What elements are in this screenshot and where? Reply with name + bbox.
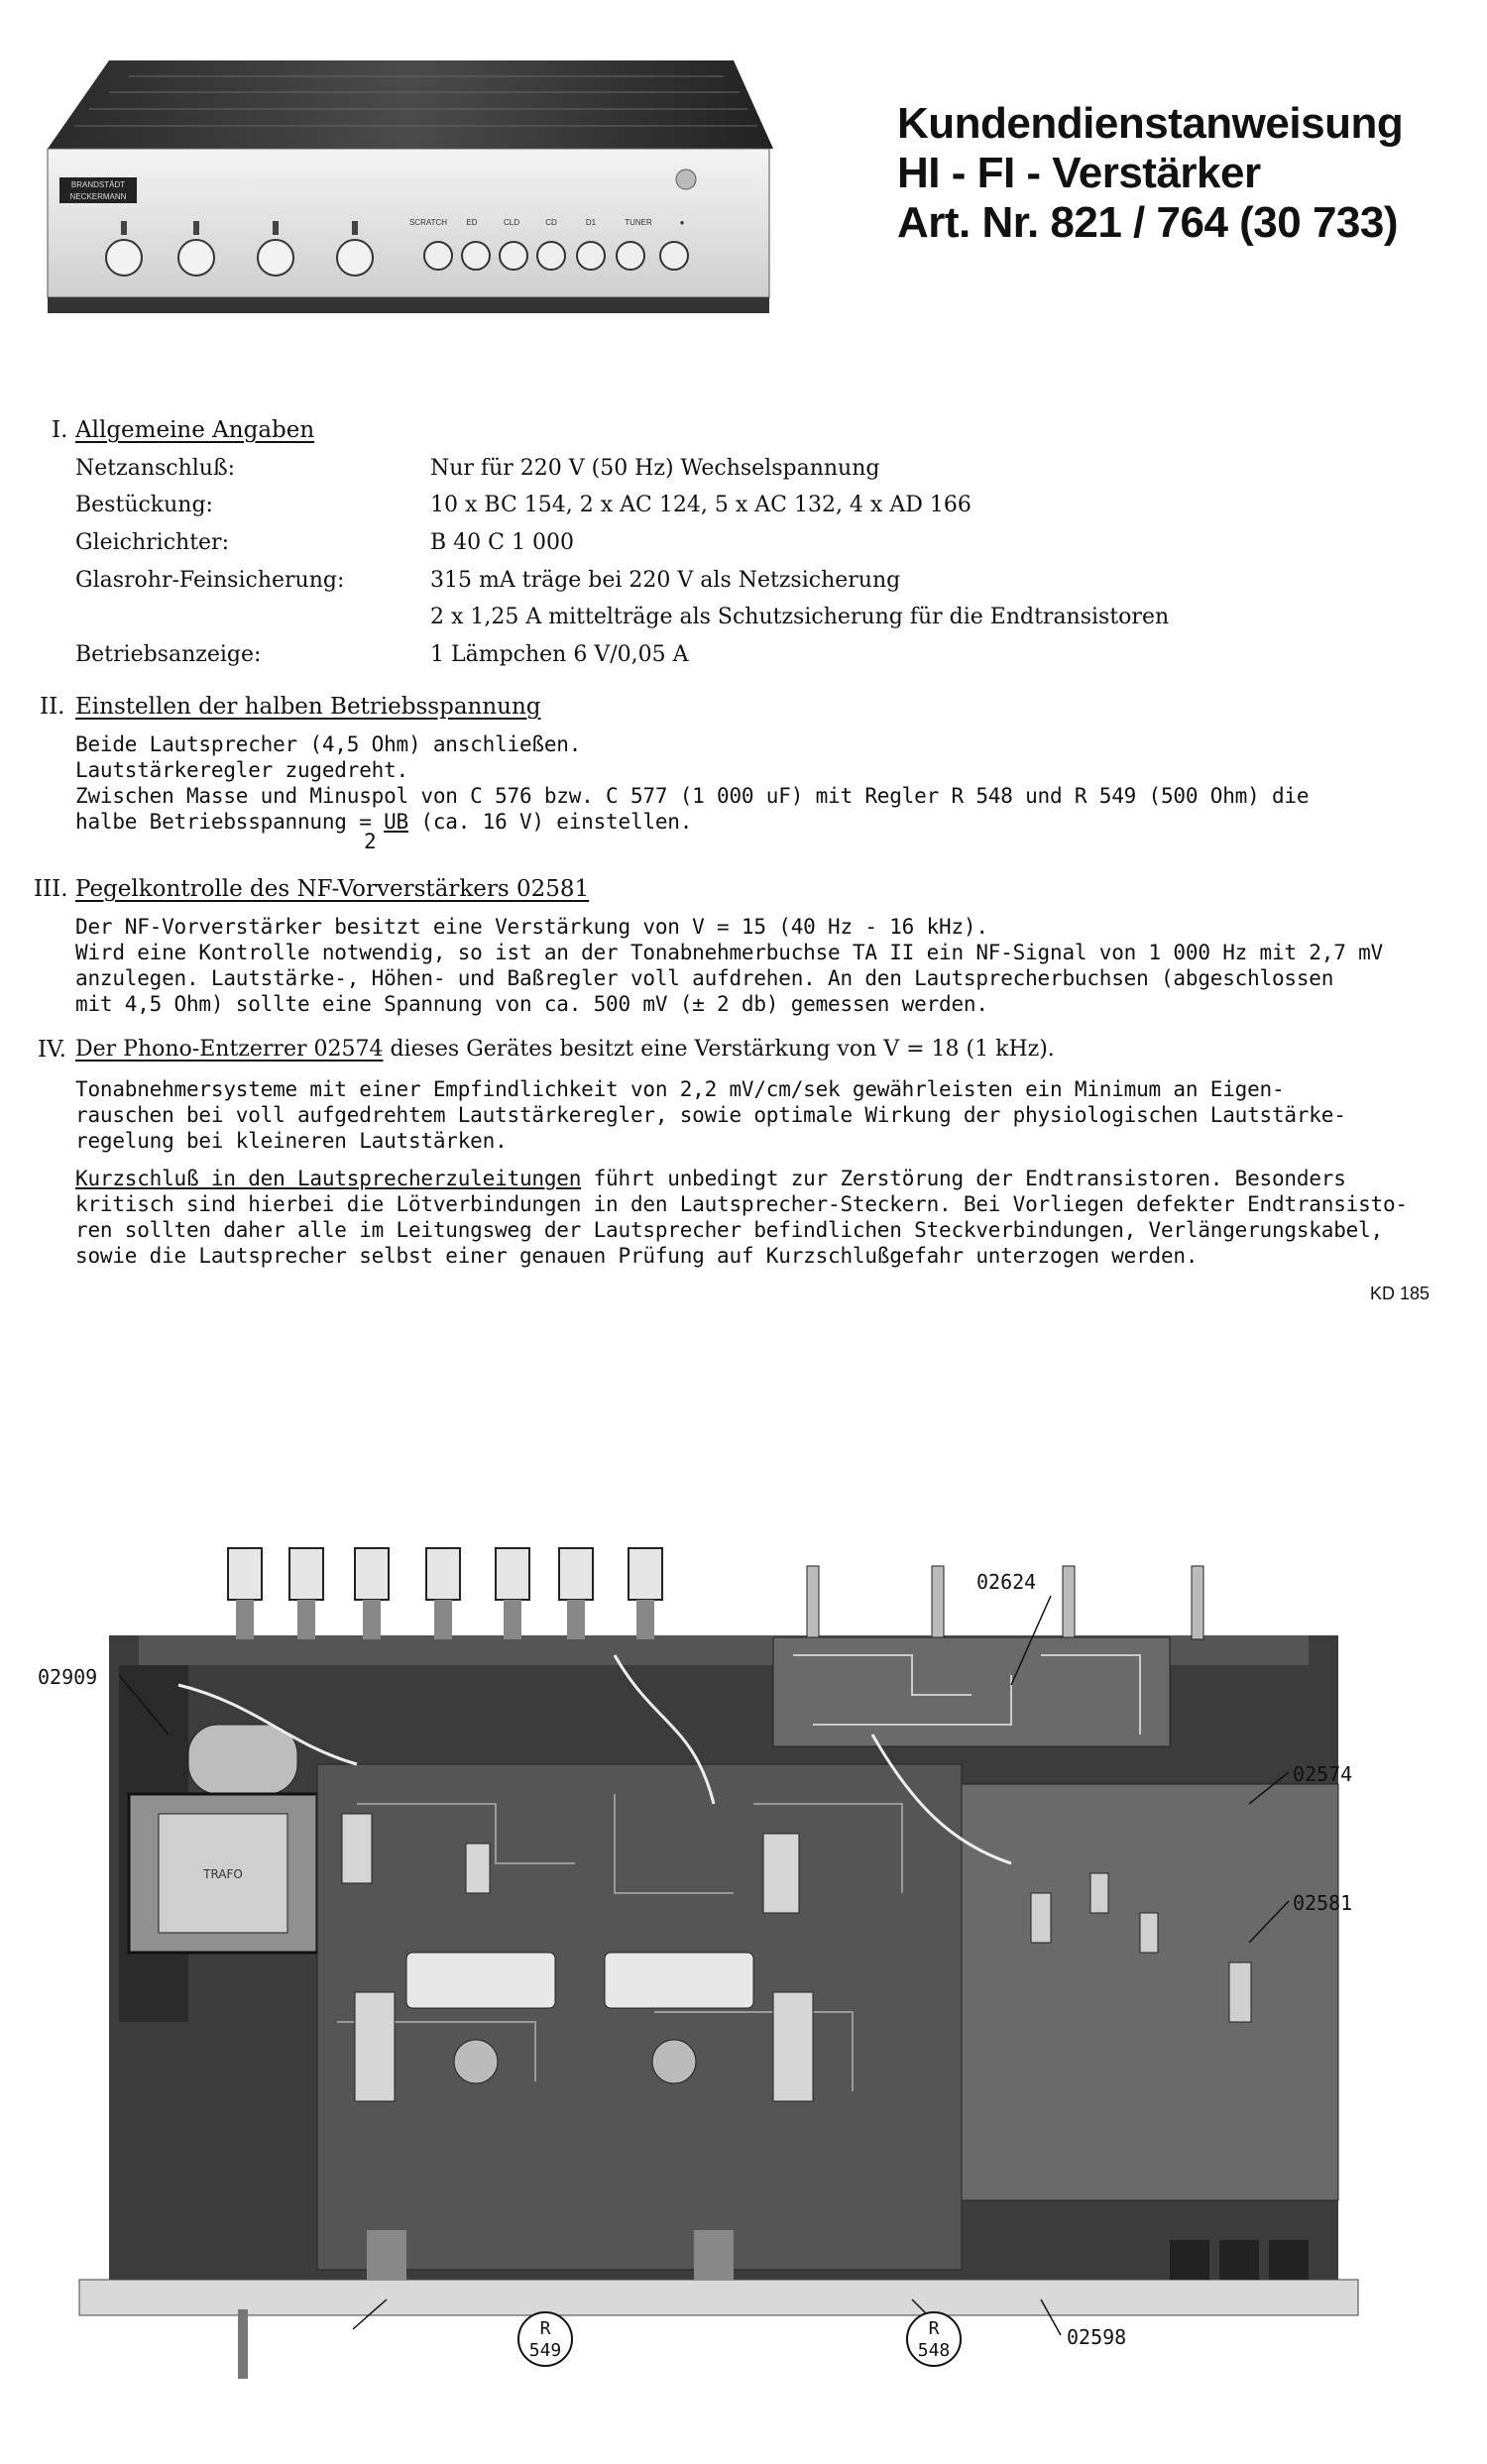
- section-3-number: III.: [34, 876, 68, 902]
- section-2-line-4: [75, 809, 692, 835]
- resistor-r548-callout: [906, 2311, 962, 2367]
- section-4-heading-line: [75, 1037, 1055, 1062]
- section-4-heading-rest: dieses Gerätes besitzt eine Verstärkung von V = 18 (1 kHz).: [383, 1037, 1055, 1062]
- section-2-prefix: halbe Betriebsspannung =: [75, 810, 385, 834]
- formula-numerator: UB: [384, 810, 408, 834]
- callout-02574: 02574: [1293, 1762, 1353, 1786]
- spec-value-gleichrichter: B 40 C 1 000: [430, 530, 574, 555]
- section-4-warning-rest: führt unbedingt zur Zerstörung der Endtransistoren. Besonders: [581, 1167, 1346, 1190]
- chassis-photo: [59, 1546, 1378, 2379]
- brand-bottom-text: NECKERMANN: [69, 192, 127, 201]
- formula-denominator: 2: [364, 830, 377, 853]
- spec-label-betriebsanzeige: Betriebsanzeige:: [75, 642, 262, 667]
- r549-number: 549: [528, 2340, 562, 2361]
- section-2-line-2: Lautstärkeregler zugedreht.: [75, 758, 408, 782]
- section-4-para1-line-1: Tonabnehmersysteme mit einer Empfindlichkeit von 2,2 mV/cm/sek gewährleisten ein Minimum an Eigen-: [75, 1077, 1285, 1101]
- transformer-label: TRAFO: [203, 1867, 243, 1881]
- spec-value-schutzsicherung: 2 x 1,25 A mittelträge als Schutzsicherung für die Endtransistoren: [430, 605, 1170, 629]
- callout-02598: 02598: [1067, 2325, 1127, 2349]
- spec-label-netzanschluss: Netzanschluß:: [75, 456, 236, 481]
- section-3-heading: Pegelkontrolle des NF-Vorverstärkers 02581: [75, 876, 590, 902]
- section-3-line-3: anzulegen. Lautstärke-, Höhen- und Baßregler voll aufdrehen. An den Lautsprecherbuchsen (abgeschlossen: [75, 966, 1334, 990]
- callout-02909: 02909: [38, 1665, 98, 1689]
- selector-label-6: TUNER: [625, 218, 652, 227]
- section-1-heading: Allgemeine Angaben: [75, 417, 315, 443]
- amplifier-photo: [40, 55, 773, 322]
- selector-label-3: CLD: [503, 218, 520, 227]
- title-line-1: Kundendienstanweisung: [897, 99, 1404, 148]
- section-4-para1-line-2: rauschen bei voll aufgedrehtem Lautstärkeregler, sowie optimale Wirkung der physiologischen Lautstärke-: [75, 1103, 1346, 1127]
- section-2-number: II.: [40, 694, 65, 720]
- spec-value-netzanschluss: Nur für 220 V (50 Hz) Wechselspannung: [430, 456, 880, 481]
- callout-02624: 02624: [976, 1570, 1037, 1594]
- chassis-illustration: [59, 1546, 1378, 2379]
- spec-label-bestueckung: Bestückung:: [75, 493, 213, 517]
- section-4-para2-line-4: sowie die Lautsprecher selbst einer genauen Prüfung auf Kurzschlußgefahr unterzogen werden.: [75, 1244, 1199, 1268]
- spec-value-bestueckung: 10 x BC 154, 2 x AC 124, 5 x AC 132, 4 x AD 166: [430, 493, 972, 517]
- selector-label-4: CD: [545, 218, 557, 227]
- section-2-line-3: Zwischen Masse und Minuspol von C 576 bzw. C 577 (1 000 uF) mit Regler R 548 und R 549 (500 Ohm) die: [75, 784, 1310, 808]
- selector-label-7: ●: [679, 218, 685, 227]
- section-1-number: I.: [52, 417, 68, 443]
- resistor-r549-callout: [517, 2311, 573, 2367]
- section-2-heading: Einstellen der halben Betriebsspannung: [75, 694, 541, 720]
- spec-label-gleichrichter: Gleichrichter:: [75, 530, 229, 555]
- r548-number: 548: [917, 2340, 951, 2361]
- title-line-3: Art. Nr. 821 / 764 (30 733): [897, 198, 1399, 247]
- selector-label-1: SCRATCH: [408, 218, 448, 227]
- section-4-para2-line-1: [75, 1166, 1346, 1191]
- spec-label-sicherung: Glasrohr-Feinsicherung:: [75, 568, 345, 593]
- section-4-para2-line-3: ren sollten daher alle im Leitungsweg der Lautsprecher befindlichen Steckverbindungen, Verlängerungskabel,: [75, 1218, 1383, 1242]
- section-4-number: IV.: [38, 1037, 66, 1063]
- section-2-suffix: (ca. 16 V) einstellen.: [407, 810, 693, 834]
- section-4-para2-line-2: kritisch sind hierbei die Lötverbindungen in den Lautsprecher-Steckern. Bei Vorliegen defekter Endtransisto-: [75, 1192, 1408, 1216]
- section-3-line-1: Der NF-Vorverstärker besitzt eine Verstärkung von V = 15 (40 Hz - 16 kHz).: [75, 915, 988, 939]
- section-4-warning-underlined: Kurzschluß in den Lautsprecherzuleitungen: [75, 1167, 582, 1190]
- brand-top-text: BRANDSTÄDT: [70, 180, 126, 189]
- spec-value-betriebsanzeige: 1 Lämpchen 6 V/0,05 A: [430, 642, 689, 667]
- section-3-line-4: mit 4,5 Ohm) sollte eine Spannung von ca. 500 mV (± 2 db) gemessen werden.: [75, 992, 988, 1016]
- section-4-heading: Der Phono-Entzerrer 02574: [75, 1037, 384, 1062]
- r549-letter: R: [539, 2318, 551, 2339]
- selector-label-5: D1: [585, 218, 597, 227]
- selector-label-2: ED: [466, 218, 478, 227]
- section-2-line-1: Beide Lautsprecher (4,5 Ohm) anschließen.: [75, 732, 582, 756]
- document-code: KD 185: [1370, 1284, 1430, 1303]
- spec-value-sicherung: 315 mA träge bei 220 V als Netzsicherung: [430, 568, 901, 593]
- amplifier-illustration: [40, 55, 773, 322]
- title-line-2: HI - FI - Verstärker: [897, 149, 1261, 197]
- callout-02581: 02581: [1293, 1891, 1353, 1915]
- section-4-para1-line-3: regelung bei kleineren Lautstärken.: [75, 1129, 508, 1153]
- r548-letter: R: [928, 2318, 940, 2339]
- section-3-line-2: Wird eine Kontrolle notwendig, so ist an der Tonabnehmerbuchse TA II ein NF-Signal von 1 000 Hz mit 2,7 mV: [75, 941, 1383, 964]
